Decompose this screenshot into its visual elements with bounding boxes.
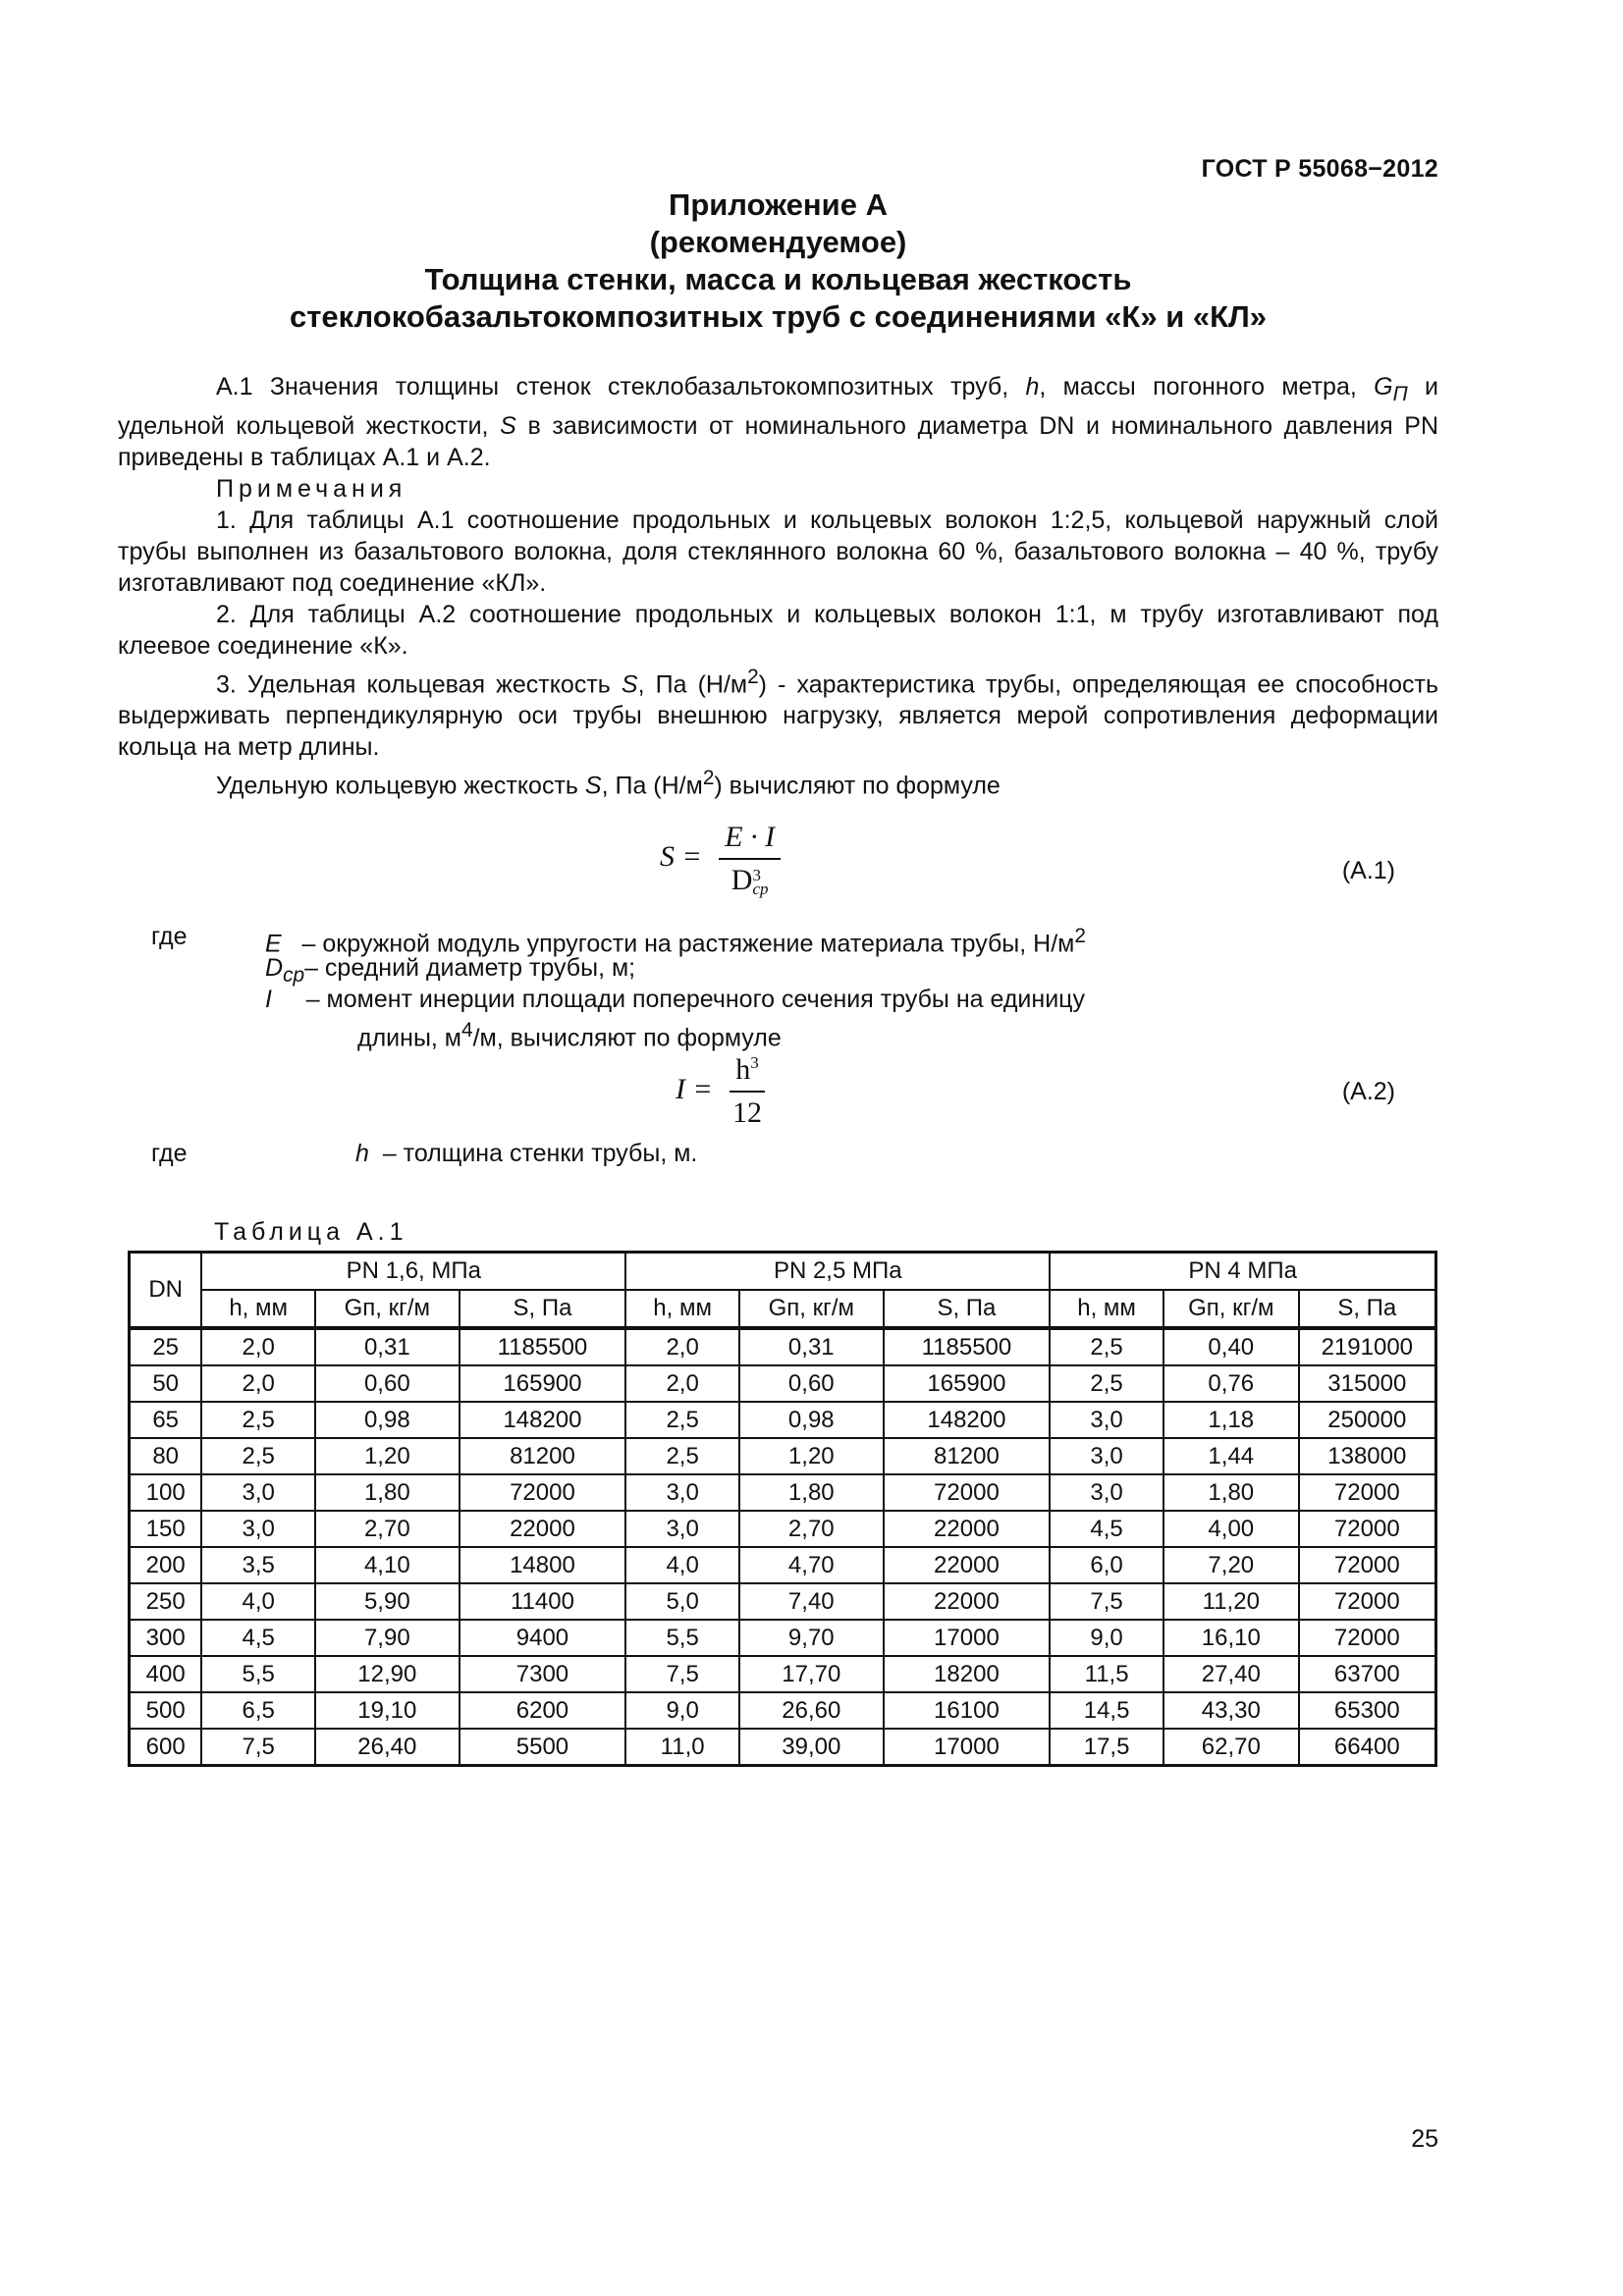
- table-cell: 148200: [884, 1402, 1051, 1438]
- table-cell: 72000: [1299, 1474, 1436, 1511]
- table-cell: 2,0: [201, 1328, 315, 1365]
- table-cell: 72000: [1299, 1547, 1436, 1583]
- table-cell: 1,18: [1163, 1402, 1299, 1438]
- table-row: [130, 1438, 1436, 1474]
- table-cell: 63700: [1299, 1656, 1436, 1692]
- formula-a1-numerator: E · I: [719, 821, 781, 860]
- table-cell: 6200: [460, 1692, 626, 1729]
- cell-dn: 250: [130, 1583, 202, 1620]
- cell-dn: 150: [130, 1511, 202, 1547]
- table-row: [130, 1547, 1436, 1583]
- table-cell: 11,0: [625, 1729, 739, 1766]
- table-cell: 1,20: [315, 1438, 460, 1474]
- table-cell: 26,40: [315, 1729, 460, 1766]
- table-cell: 22000: [884, 1511, 1051, 1547]
- table-cell: 9,0: [1050, 1620, 1163, 1656]
- table-cell: 138000: [1299, 1438, 1436, 1474]
- table-cell: 5500: [460, 1729, 626, 1766]
- table-cell: 66400: [1299, 1729, 1436, 1766]
- table-cell: 1185500: [460, 1328, 626, 1365]
- formula-a2-label: (А.2): [1341, 1078, 1395, 1105]
- table-cell: 18200: [884, 1656, 1051, 1692]
- table-cell: 2,5: [1050, 1365, 1163, 1402]
- table-cell: 22000: [460, 1511, 626, 1547]
- appendix-status: (рекомендуемое): [649, 225, 907, 259]
- table-row: [130, 1474, 1436, 1511]
- table-cell: 2,5: [1050, 1328, 1163, 1365]
- table-row: [130, 1328, 1436, 1365]
- table-cell: 0,76: [1163, 1365, 1299, 1402]
- subheader-h: h, мм: [1050, 1290, 1163, 1328]
- table-cell: 6,5: [201, 1692, 315, 1729]
- where-e: E – окружной модуль упругости на растяжение материала трубы, $Н/м^2$: [265, 925, 1086, 958]
- cell-dn: 80: [130, 1438, 202, 1474]
- table-cell: 2,70: [739, 1511, 884, 1547]
- table-cell: 5,5: [625, 1620, 739, 1656]
- table-cell: 22000: [884, 1583, 1051, 1620]
- table-cell: 1,44: [1163, 1438, 1299, 1474]
- table-cell: 14800: [460, 1547, 626, 1583]
- table-cell: 4,0: [201, 1583, 315, 1620]
- table-cell: 4,00: [1163, 1511, 1299, 1547]
- cell-dn: 300: [130, 1620, 202, 1656]
- table-cell: 11400: [460, 1583, 626, 1620]
- table-cell: 165900: [460, 1365, 626, 1402]
- table-row: [130, 1583, 1436, 1620]
- table-cell: 81200: [460, 1438, 626, 1474]
- table-cell: 9,0: [625, 1692, 739, 1729]
- table-row: [130, 1729, 1436, 1766]
- table-cell: 7,90: [315, 1620, 460, 1656]
- table-cell: 72000: [1299, 1583, 1436, 1620]
- table-cell: 3,0: [1050, 1474, 1163, 1511]
- notes-label: Примечания: [216, 475, 407, 503]
- table-cell: 43,30: [1163, 1692, 1299, 1729]
- cell-dn: 200: [130, 1547, 202, 1583]
- table-cell: 81200: [884, 1438, 1051, 1474]
- data-table: [128, 1251, 1437, 1767]
- table-body: [130, 1328, 1436, 1766]
- table-row: [130, 1365, 1436, 1402]
- table-cell: 26,60: [739, 1692, 884, 1729]
- formula-a1: [660, 821, 781, 897]
- table-cell: 2,0: [625, 1328, 739, 1365]
- table-cell: 6,0: [1050, 1547, 1163, 1583]
- table-cell: 4,10: [315, 1547, 460, 1583]
- table-cell: 5,90: [315, 1583, 460, 1620]
- cell-dn: 400: [130, 1656, 202, 1692]
- table-cell: 27,40: [1163, 1656, 1299, 1692]
- table-cell: 7,20: [1163, 1547, 1299, 1583]
- table-cell: 72000: [1299, 1620, 1436, 1656]
- subheader-g: Gп, кг/м: [1163, 1290, 1299, 1328]
- table-cell: 17000: [884, 1620, 1051, 1656]
- table-cell: 22000: [884, 1547, 1051, 1583]
- intro-section: [118, 371, 1438, 802]
- table-cell: 0,98: [315, 1402, 460, 1438]
- table-cell: 1,80: [739, 1474, 884, 1511]
- page-number: 25: [1411, 2125, 1438, 2153]
- table-cell: 11,20: [1163, 1583, 1299, 1620]
- formula-a1-fraction: [719, 821, 781, 897]
- subheader-s: S, Па: [460, 1290, 626, 1328]
- table-cell: 7,5: [1050, 1583, 1163, 1620]
- table-cell: 12,90: [315, 1656, 460, 1692]
- table-cell: 250000: [1299, 1402, 1436, 1438]
- subheader-s: S, Па: [884, 1290, 1051, 1328]
- header-pn-1-6: PN 1,6, МПа: [201, 1253, 625, 1291]
- table-cell: 2,5: [625, 1438, 739, 1474]
- table-cell: 2,70: [315, 1511, 460, 1547]
- appendix-subject-line2: стеклокобазальтокомпозитных труб с соединениями «К» и «КЛ»: [289, 299, 1268, 334]
- table-cell: 0,31: [315, 1328, 460, 1365]
- table-cell: 17000: [884, 1729, 1051, 1766]
- table-cell: 3,0: [1050, 1438, 1163, 1474]
- where-i: I – момент инерции площади поперечного сечения трубы на единицу: [265, 986, 1085, 1013]
- table-row: [130, 1511, 1436, 1547]
- table-cell: 0,40: [1163, 1328, 1299, 1365]
- subheader-g: Gп, кг/м: [315, 1290, 460, 1328]
- formula-a2: [676, 1053, 765, 1130]
- table-cell: 2,5: [201, 1438, 315, 1474]
- table-cell: 4,5: [1050, 1511, 1163, 1547]
- table-cell: 16100: [884, 1692, 1051, 1729]
- table-cell: 72000: [884, 1474, 1051, 1511]
- table-cell: 4,0: [625, 1547, 739, 1583]
- table-cell: 148200: [460, 1402, 626, 1438]
- formula-a2-fraction: [730, 1053, 765, 1130]
- header-pn-2-5: PN 2,5 МПа: [625, 1253, 1050, 1291]
- formula-a2-lhs: I =: [676, 1072, 713, 1105]
- table-cell: 0,98: [739, 1402, 884, 1438]
- cell-dn: 50: [130, 1365, 202, 1402]
- table-cell: 3,0: [1050, 1402, 1163, 1438]
- table-row: [130, 1692, 1436, 1729]
- cell-dn: 25: [130, 1328, 202, 1365]
- table-row: [130, 1402, 1436, 1438]
- table-cell: 315000: [1299, 1365, 1436, 1402]
- table-cell: 3,5: [201, 1547, 315, 1583]
- table-cell: 62,70: [1163, 1729, 1299, 1766]
- table-cell: 2191000: [1299, 1328, 1436, 1365]
- formula-intro: Удельную кольцевую жесткость S, Па $(Н/м^2)$ вычисляют по формуле: [216, 767, 1001, 800]
- note-1: 1. Для таблицы А.1 соотношение продольных и кольцевых волокон 1:2,5, кольцевой наружный слой трубы выполнен из базальтового волокна, доля стеклянного волокна 60 %, базальтового волокна – 40 %, трубу изготавливают под соединение «КЛ».: [118, 507, 1438, 597]
- table-cell: 14,5: [1050, 1692, 1163, 1729]
- standard-code: ГОСТ Р 55068−2012: [1201, 155, 1438, 183]
- formula-a1-label: (А.1): [1341, 857, 1395, 884]
- table-cell: 9,70: [739, 1620, 884, 1656]
- table-cell: 1,20: [739, 1438, 884, 1474]
- where-word-2: где: [151, 1140, 188, 1167]
- table-cell: 2,0: [625, 1365, 739, 1402]
- paragraph-a1: А.1 Значения толщины стенок стеклобазальтокомпозитных труб, h, массы погонного метра, $G_П$ и удельной кольцевой жесткости, S в зависимости от номинального диаметра DN и номинального давления PN приведены в таблицах А.1 и А.2.: [118, 373, 1439, 471]
- table-cell: 5,5: [201, 1656, 315, 1692]
- table-cell: 0,60: [739, 1365, 884, 1402]
- table-cell: 9400: [460, 1620, 626, 1656]
- table-cell: 16,10: [1163, 1620, 1299, 1656]
- where-i-cont: длины, $м^4/м$, вычисляют по формуле: [357, 1019, 782, 1052]
- appendix-heading: [118, 187, 1438, 336]
- table-cell: 3,0: [625, 1511, 739, 1547]
- table-header-row-2: [130, 1290, 1436, 1328]
- table-cell: 65300: [1299, 1692, 1436, 1729]
- table-cell: 3,0: [201, 1511, 315, 1547]
- table-cell: 0,31: [739, 1328, 884, 1365]
- formula-a2-numerator: $h^3$: [730, 1053, 765, 1093]
- formula-a1-lhs: S =: [660, 839, 702, 873]
- cell-dn: 600: [130, 1729, 202, 1766]
- table-cell: 17,5: [1050, 1729, 1163, 1766]
- table-cell: 1,80: [315, 1474, 460, 1511]
- table-cell: 19,10: [315, 1692, 460, 1729]
- table-cell: 3,0: [201, 1474, 315, 1511]
- table-row: [130, 1620, 1436, 1656]
- cell-dn: 100: [130, 1474, 202, 1511]
- subheader-g: Gп, кг/м: [739, 1290, 884, 1328]
- where-word-1: где: [151, 923, 188, 950]
- table-cell: 2,5: [625, 1402, 739, 1438]
- table-cell: 7300: [460, 1656, 626, 1692]
- cell-dn: 500: [130, 1692, 202, 1729]
- table-cell: 72000: [1299, 1511, 1436, 1547]
- header-pn-4: PN 4 МПа: [1050, 1253, 1435, 1291]
- table-cell: 165900: [884, 1365, 1051, 1402]
- note-2: 2. Для таблицы А.2 соотношение продольных и кольцевых волокон 1:1, м трубу изготавливают под клеевое соединение «К».: [118, 601, 1438, 660]
- appendix-title: Приложение А: [669, 187, 888, 222]
- table-title: Таблица А.1: [214, 1218, 408, 1246]
- cell-dn: 65: [130, 1402, 202, 1438]
- table-cell: 4,5: [201, 1620, 315, 1656]
- table-header-row-1: [130, 1253, 1436, 1291]
- subheader-h: h, мм: [201, 1290, 315, 1328]
- table-cell: 72000: [460, 1474, 626, 1511]
- appendix-subject-line1: Толщина стенки, масса и кольцевая жесткость: [424, 262, 1132, 296]
- table-cell: 2,5: [201, 1402, 315, 1438]
- table-cell: 0,60: [315, 1365, 460, 1402]
- table-cell: 1,80: [1163, 1474, 1299, 1511]
- table-cell: 39,00: [739, 1729, 884, 1766]
- table-cell: 17,70: [739, 1656, 884, 1692]
- where-h: h – толщина стенки трубы, м.: [355, 1140, 698, 1167]
- table-cell: 11,5: [1050, 1656, 1163, 1692]
- table-cell: 7,5: [625, 1656, 739, 1692]
- note-3: 3. Удельная кольцевая жесткость S, Па $(Н/м^2)$ - характеристика трубы, определяющая ее способность выдерживать перпендикулярную оси трубы внешнюю нагрузку, является мерой сопротивления деформации кольца на метр длины.: [118, 666, 1438, 762]
- subheader-s: S, Па: [1299, 1290, 1436, 1328]
- table-cell: 7,40: [739, 1583, 884, 1620]
- where-d: $D_{ср}-$ средний диаметр трубы, м;: [265, 954, 636, 987]
- subheader-h: h, мм: [625, 1290, 739, 1328]
- table-cell: 2,0: [201, 1365, 315, 1402]
- formula-a1-denominator: D 3 ср: [730, 864, 769, 899]
- table-cell: 7,5: [201, 1729, 315, 1766]
- table-cell: 1185500: [884, 1328, 1051, 1365]
- table-cell: 4,70: [739, 1547, 884, 1583]
- table-cell: 3,0: [625, 1474, 739, 1511]
- formula-a2-denominator: 12: [731, 1096, 762, 1129]
- table-cell: 5,0: [625, 1583, 739, 1620]
- header-dn: DN: [130, 1253, 202, 1329]
- table-row: [130, 1656, 1436, 1692]
